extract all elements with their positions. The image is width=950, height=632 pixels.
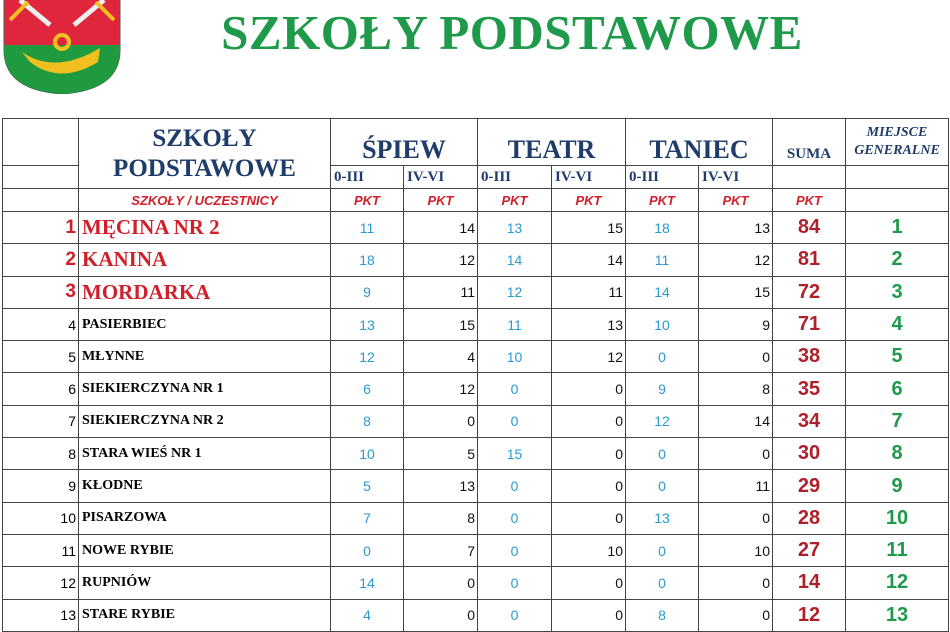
taniec-header: TANIEC	[626, 119, 773, 166]
place-cell: 1	[846, 212, 949, 244]
sum-cell: 12	[773, 599, 846, 631]
pkt-label: PKT	[404, 189, 478, 212]
table-row	[3, 438, 949, 470]
score-cell: 8	[331, 405, 404, 437]
score-cell: 14	[331, 567, 404, 599]
row-number: 12	[3, 567, 79, 599]
school-name: PISARZOWA	[79, 502, 331, 534]
table-row	[3, 212, 949, 244]
miejsce-header: MIEJSCE GENERALNE	[846, 119, 949, 166]
school-name: NOWE RYBIE	[79, 534, 331, 566]
score-cell: 0	[552, 599, 626, 631]
score-cell: 7	[404, 534, 478, 566]
score-cell: 12	[699, 244, 773, 276]
score-cell: 0	[552, 470, 626, 502]
group-label: IV-VI	[404, 166, 478, 189]
school-name: SIEKIERCZYNA NR 1	[79, 373, 331, 405]
school-name: RUPNIÓW	[79, 567, 331, 599]
empty-cell	[3, 166, 79, 189]
place-cell: 9	[846, 470, 949, 502]
sum-cell: 35	[773, 373, 846, 405]
pkt-label: PKT	[626, 189, 699, 212]
score-cell: 12	[552, 341, 626, 373]
school-name: STARE RYBIE	[79, 599, 331, 631]
pkt-label: PKT	[331, 189, 404, 212]
place-cell: 2	[846, 244, 949, 276]
score-cell: 0	[478, 534, 552, 566]
score-cell: 0	[404, 405, 478, 437]
score-cell: 7	[331, 502, 404, 534]
schools-header: SZKOŁY PODSTAWOWE	[79, 119, 331, 189]
score-cell: 0	[478, 373, 552, 405]
empty-cell	[3, 189, 79, 212]
place-cell: 11	[846, 534, 949, 566]
score-cell: 13	[552, 308, 626, 340]
sum-cell: 81	[773, 244, 846, 276]
table-row	[3, 276, 949, 308]
score-cell: 10	[478, 341, 552, 373]
score-cell: 0	[626, 341, 699, 373]
school-name: KŁODNE	[79, 470, 331, 502]
sum-cell: 71	[773, 308, 846, 340]
score-cell: 9	[331, 276, 404, 308]
score-cell: 0	[626, 567, 699, 599]
sum-cell: 38	[773, 341, 846, 373]
group-label: 0-III	[626, 166, 699, 189]
school-name: SIEKIERCZYNA NR 2	[79, 405, 331, 437]
score-cell: 0	[552, 405, 626, 437]
score-cell: 9	[699, 308, 773, 340]
sum-cell: 30	[773, 438, 846, 470]
row-number: 8	[3, 438, 79, 470]
row-number: 4	[3, 308, 79, 340]
place-cell: 13	[846, 599, 949, 631]
score-cell: 12	[404, 244, 478, 276]
score-cell: 8	[699, 373, 773, 405]
score-cell: 18	[626, 212, 699, 244]
score-cell: 12	[626, 405, 699, 437]
spiew-header: ŚPIEW	[331, 119, 478, 166]
place-cell: 3	[846, 276, 949, 308]
score-cell: 0	[626, 438, 699, 470]
score-cell: 0	[478, 470, 552, 502]
score-cell: 14	[552, 244, 626, 276]
group-label: 0-III	[478, 166, 552, 189]
score-cell: 0	[552, 567, 626, 599]
place-cell: 12	[846, 567, 949, 599]
score-cell: 13	[331, 308, 404, 340]
score-cell: 14	[699, 405, 773, 437]
table-row	[3, 341, 949, 373]
row-number: 9	[3, 470, 79, 502]
score-cell: 0	[478, 599, 552, 631]
school-name: MĘCINA NR 2	[79, 212, 331, 244]
score-cell: 0	[699, 599, 773, 631]
row-number: 6	[3, 373, 79, 405]
score-cell: 13	[699, 212, 773, 244]
score-cell: 15	[699, 276, 773, 308]
score-cell: 8	[404, 502, 478, 534]
score-cell: 6	[331, 373, 404, 405]
table-row	[3, 308, 949, 340]
table-row	[3, 534, 949, 566]
score-cell: 12	[331, 341, 404, 373]
score-cell: 12	[404, 373, 478, 405]
sum-cell: 14	[773, 567, 846, 599]
score-cell: 11	[626, 244, 699, 276]
score-cell: 5	[331, 470, 404, 502]
score-cell: 11	[699, 470, 773, 502]
score-cell: 0	[626, 534, 699, 566]
results-table	[2, 118, 949, 632]
suma-header: SUMA	[773, 119, 846, 166]
score-cell: 0	[404, 567, 478, 599]
score-cell: 5	[404, 438, 478, 470]
table-row	[3, 599, 949, 631]
subtitle: SZKOŁY / UCZESTNICY	[79, 189, 331, 212]
score-cell: 15	[552, 212, 626, 244]
table-row	[3, 502, 949, 534]
place-cell: 7	[846, 405, 949, 437]
score-cell: 0	[478, 502, 552, 534]
score-cell: 4	[331, 599, 404, 631]
table-row	[3, 567, 949, 599]
place-cell: 10	[846, 502, 949, 534]
score-cell: 8	[626, 599, 699, 631]
score-cell: 0	[699, 341, 773, 373]
score-cell: 0	[552, 502, 626, 534]
score-cell: 11	[331, 212, 404, 244]
place-cell: 6	[846, 373, 949, 405]
score-cell: 0	[699, 567, 773, 599]
empty-cell	[3, 119, 79, 166]
row-number: 1	[3, 212, 79, 244]
score-cell: 0	[404, 599, 478, 631]
sum-cell: 27	[773, 534, 846, 566]
score-cell: 0	[699, 502, 773, 534]
score-cell: 11	[552, 276, 626, 308]
school-name: PASIERBIEC	[79, 308, 331, 340]
pkt-label: PKT	[478, 189, 552, 212]
score-cell: 13	[404, 470, 478, 502]
school-name: STARA WIEŚ NR 1	[79, 438, 331, 470]
score-cell: 14	[404, 212, 478, 244]
table-row	[3, 405, 949, 437]
page-title: SZKOŁY PODSTAWOWE	[221, 5, 803, 60]
row-number: 2	[3, 244, 79, 276]
table-row	[3, 373, 949, 405]
score-cell: 10	[626, 308, 699, 340]
score-cell: 15	[478, 438, 552, 470]
score-cell: 10	[699, 534, 773, 566]
score-cell: 12	[478, 276, 552, 308]
table-row	[3, 244, 949, 276]
score-cell: 0	[478, 405, 552, 437]
score-cell: 9	[626, 373, 699, 405]
school-name: KANINA	[79, 244, 331, 276]
score-cell: 14	[626, 276, 699, 308]
sum-cell: 34	[773, 405, 846, 437]
place-cell: 4	[846, 308, 949, 340]
score-cell: 13	[478, 212, 552, 244]
school-name: MŁYNNE	[79, 341, 331, 373]
score-cell: 0	[626, 470, 699, 502]
row-number: 3	[3, 276, 79, 308]
table-row	[3, 470, 949, 502]
score-cell: 14	[478, 244, 552, 276]
place-cell: 8	[846, 438, 949, 470]
score-cell: 10	[552, 534, 626, 566]
sum-cell: 72	[773, 276, 846, 308]
pkt-label: PKT	[773, 189, 846, 212]
school-name: MORDARKA	[79, 276, 331, 308]
score-cell: 4	[404, 341, 478, 373]
sum-cell: 28	[773, 502, 846, 534]
row-number: 10	[3, 502, 79, 534]
score-cell: 18	[331, 244, 404, 276]
pkt-label: PKT	[552, 189, 626, 212]
row-number: 7	[3, 405, 79, 437]
row-number: 11	[3, 534, 79, 566]
row-number: 5	[3, 341, 79, 373]
score-cell: 13	[626, 502, 699, 534]
sum-cell: 29	[773, 470, 846, 502]
score-cell: 0	[331, 534, 404, 566]
score-cell: 15	[404, 308, 478, 340]
score-cell: 0	[699, 438, 773, 470]
group-label: 0-III	[331, 166, 404, 189]
score-cell: 11	[404, 276, 478, 308]
pkt-label: PKT	[699, 189, 773, 212]
group-label: IV-VI	[699, 166, 773, 189]
empty-cell	[773, 166, 846, 189]
empty-cell	[846, 189, 949, 212]
row-number: 13	[3, 599, 79, 631]
group-label: IV-VI	[552, 166, 626, 189]
score-cell: 0	[552, 438, 626, 470]
score-cell: 10	[331, 438, 404, 470]
score-cell: 0	[552, 373, 626, 405]
empty-cell	[846, 166, 949, 189]
score-cell: 11	[478, 308, 552, 340]
place-cell: 5	[846, 341, 949, 373]
teatr-header: TEATR	[478, 119, 626, 166]
sum-cell: 84	[773, 212, 846, 244]
score-cell: 0	[478, 567, 552, 599]
